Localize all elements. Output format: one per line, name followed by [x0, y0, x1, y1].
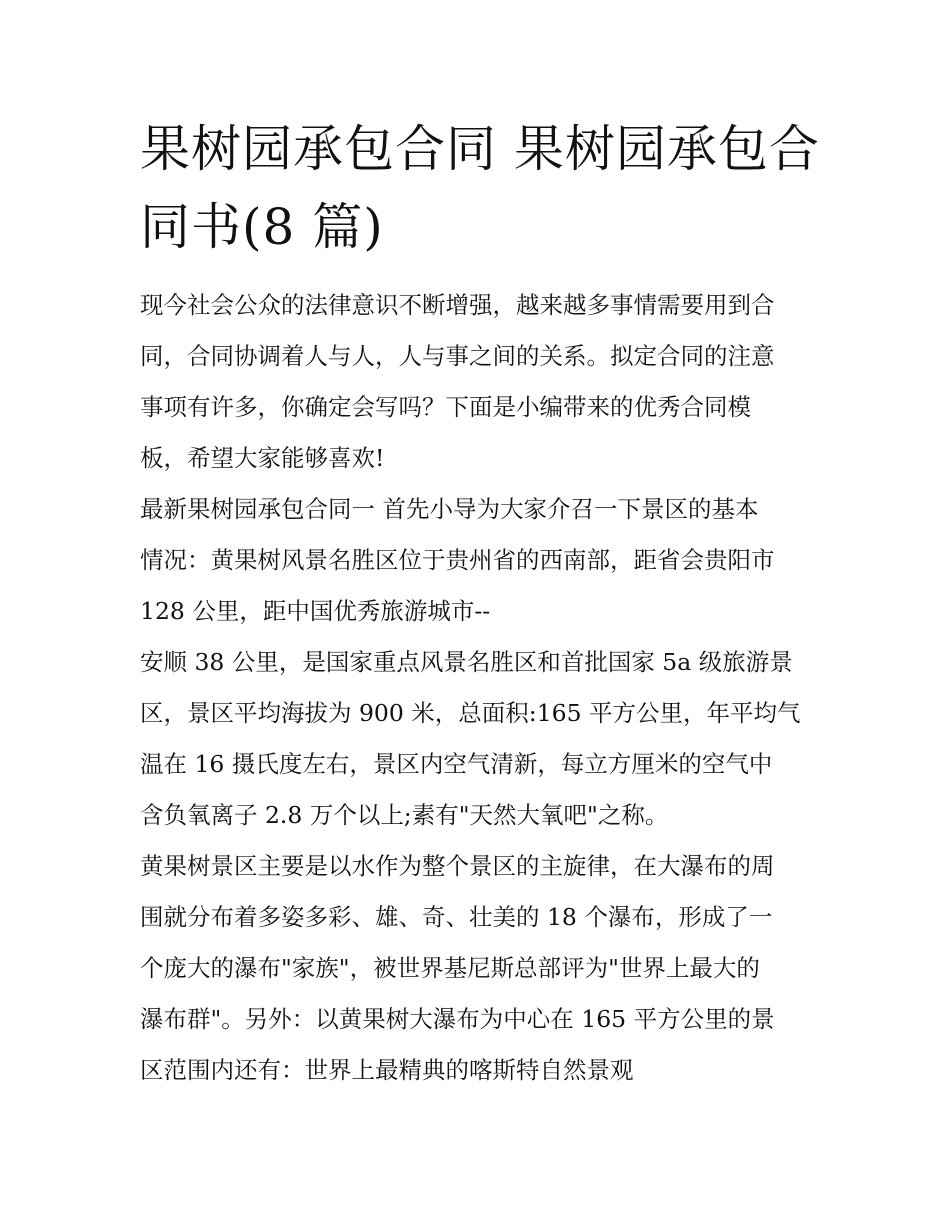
- text-line: 现今社会公众的法律意识不断增强，越来越多事情需要用到合: [140, 291, 775, 319]
- text-line: 128 公里，距中国优秀旅游城市--: [140, 597, 491, 625]
- document-page: [140, 110, 820, 1096]
- text-line: 围就分布着多姿多彩、雄、奇、壮美的 18 个瀑布，形成了一: [140, 903, 773, 931]
- text-line: 同，合同协调着人与人，人与事之间的关系。拟定合同的注意: [140, 342, 775, 370]
- text-line: 黄果树景区主要是以水作为整个景区的主旋律，在大瀑布的周: [140, 852, 775, 880]
- text-line: 区，景区平均海拔为 900 米，总面积:165 平方公里，年平均气: [140, 699, 801, 727]
- paragraph-intro: [140, 280, 812, 484]
- text-line: 板，希望大家能够喜欢!: [140, 444, 385, 472]
- paragraph-details: [140, 637, 812, 841]
- text-line: 事项有许多，你确定会写吗？下面是小编带来的优秀合同模: [140, 393, 751, 421]
- text-line: 温在 16 摄氏度左右，景区内空气清新，每立方厘米的空气中: [140, 750, 773, 778]
- document-title: [140, 110, 820, 266]
- text-line: 含负氧离子 2.8 万个以上;素有"天然大氧吧"之称。: [140, 801, 669, 829]
- paragraph-waterfalls: [140, 841, 812, 1096]
- text-line: 个庞大的瀑布"家族"，被世界基尼斯总部评为"世界上最大的: [140, 954, 760, 982]
- text-line: 最新果树园承包合同一 首先小导为大家介召一下景区的基本: [140, 495, 759, 523]
- text-line: 安顺 38 公里，是国家重点风景名胜区和首批国家 5a 级旅游景: [140, 648, 793, 676]
- paragraph-overview: [140, 484, 812, 637]
- text-line: 区范围内还有：世界上最精典的喀斯特自然景观: [140, 1056, 634, 1084]
- text-line: 情况：黄果树风景名胜区位于贵州省的西南部，距省会贵阳市: [140, 546, 775, 574]
- text-line: 瀑布群"。另外：以黄果树大瀑布为中心在 165 平方公里的景: [140, 1005, 775, 1033]
- title-line-2: 同书(8 篇): [140, 198, 384, 256]
- title-line-1: 果树园承包合同 果树园承包合: [140, 120, 820, 178]
